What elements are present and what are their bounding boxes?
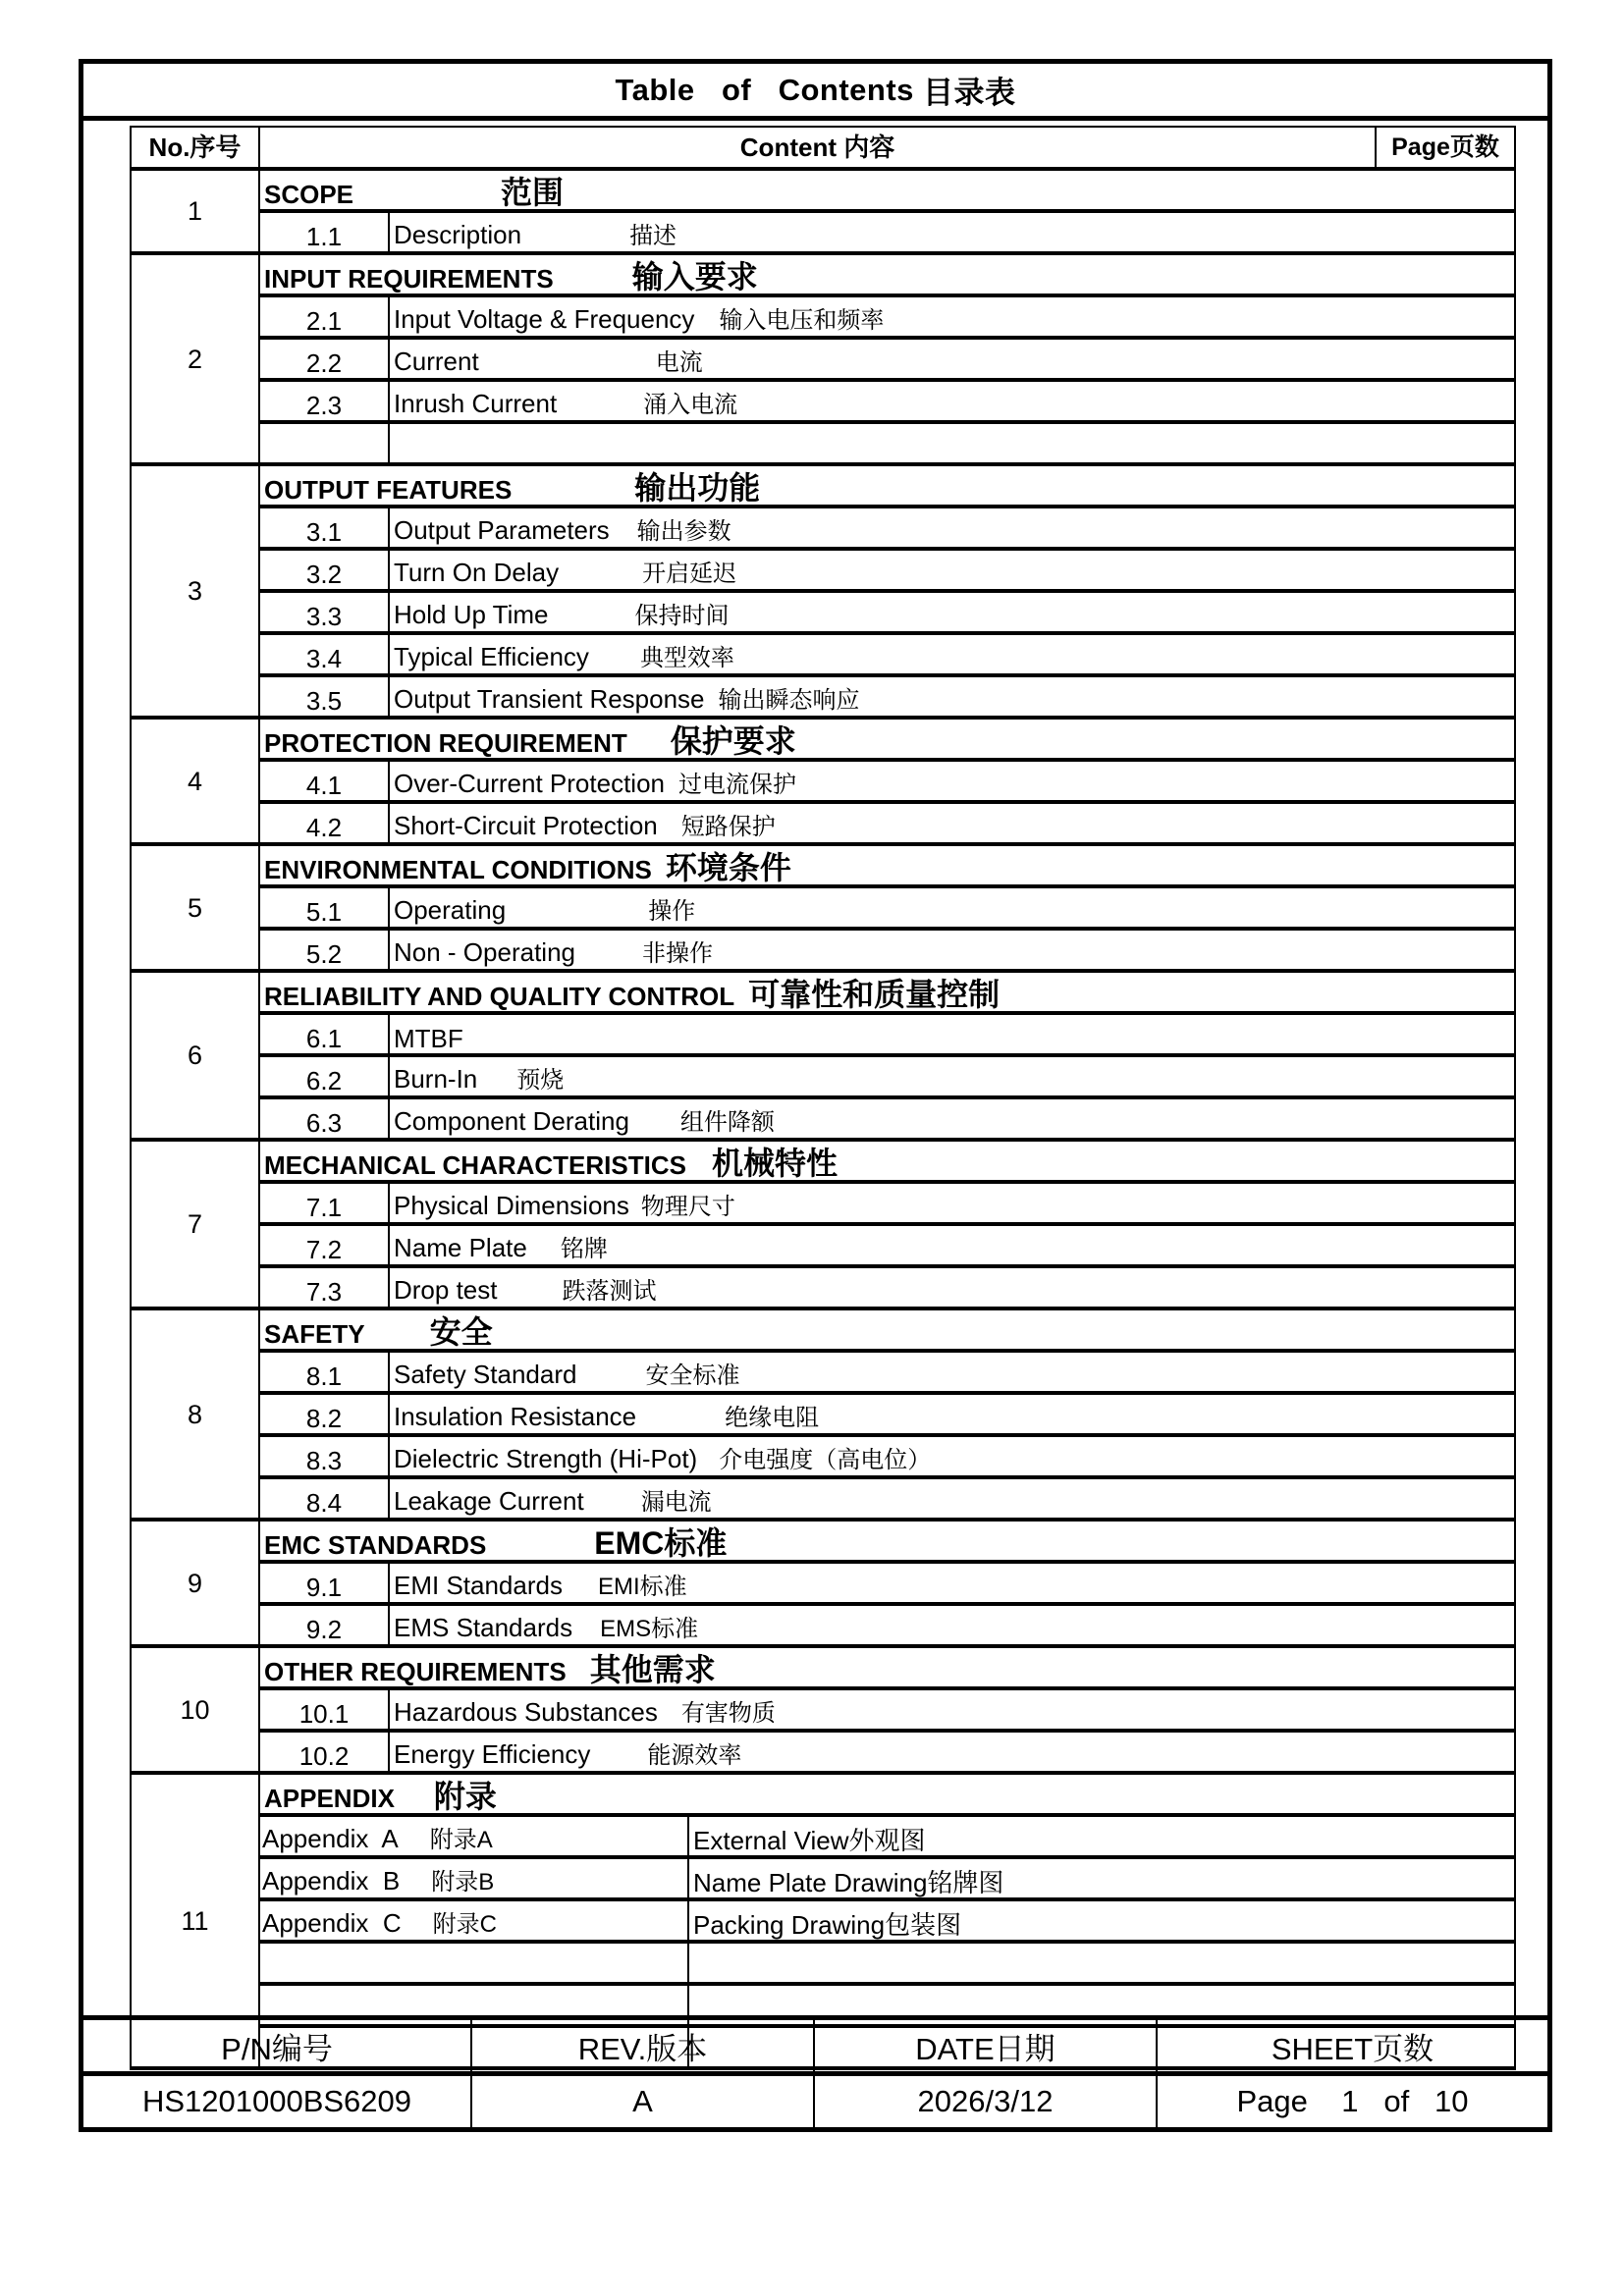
item-title-en: Description bbox=[394, 220, 522, 249]
item-number: 6.2 bbox=[259, 1055, 389, 1097]
item-title-en: Output Transient Response bbox=[394, 684, 705, 714]
section-title-en: PROTECTION REQUIREMENT bbox=[264, 728, 627, 758]
item-title-cn: 典型效率 bbox=[639, 645, 734, 671]
appendix-description: External View外观图 bbox=[688, 1815, 1515, 1857]
toc-item-row bbox=[131, 760, 1515, 802]
item-number: 3.1 bbox=[259, 507, 389, 549]
section-title-en: SAFETY bbox=[264, 1319, 365, 1349]
header-no: No.序号 bbox=[131, 127, 259, 169]
appendix-label bbox=[259, 1942, 688, 1984]
item-number: 10.1 bbox=[259, 1688, 389, 1731]
title-cn: 目录表 bbox=[923, 76, 1016, 110]
item-description bbox=[389, 1055, 1515, 1097]
item-description bbox=[389, 1266, 1515, 1308]
toc-item-row bbox=[131, 1266, 1515, 1308]
section-row bbox=[131, 718, 1515, 760]
toc-table bbox=[130, 126, 1516, 2070]
appendix-item-row bbox=[131, 1857, 1515, 1899]
toc-item-row bbox=[131, 1688, 1515, 1731]
section-title bbox=[259, 169, 1515, 211]
item-description bbox=[389, 1435, 1515, 1477]
section-title-en: EMC STANDARDS bbox=[264, 1530, 487, 1560]
item-title-cn: 开启延迟 bbox=[642, 561, 737, 587]
toc-item-row bbox=[131, 295, 1515, 338]
pn-value: HS1201000BS6209 bbox=[83, 2074, 471, 2128]
toc-item-row bbox=[131, 1604, 1515, 1646]
item-title-en: Safety Standard bbox=[394, 1360, 577, 1389]
item-title-cn: 能源效率 bbox=[647, 1742, 742, 1769]
item-title-en: Physical Dimensions bbox=[394, 1191, 629, 1220]
item-number: 3.5 bbox=[259, 675, 389, 718]
item-title-cn: 过电流保护 bbox=[677, 772, 796, 798]
item-title-cn: 电流 bbox=[655, 349, 703, 376]
section-title-cn: 输入要求 bbox=[631, 259, 758, 294]
item-title-en: Turn On Delay bbox=[394, 558, 560, 587]
section-number: 9 bbox=[131, 1520, 259, 1646]
section-title-cn: 安全 bbox=[429, 1314, 493, 1350]
item-description bbox=[389, 380, 1515, 422]
item-number: 3.4 bbox=[259, 633, 389, 675]
item-number bbox=[259, 422, 389, 464]
toc-header-row bbox=[131, 127, 1515, 169]
section-title-cn: 其他需求 bbox=[589, 1652, 716, 1687]
appendix-label-en: Appendix A bbox=[262, 1824, 399, 1853]
appendix-item-row bbox=[131, 1942, 1515, 1984]
item-description bbox=[389, 338, 1515, 380]
item-title-cn: 介电强度（高电位） bbox=[719, 1447, 932, 1473]
section-row bbox=[131, 844, 1515, 886]
item-title-en: Component Derating bbox=[394, 1106, 629, 1136]
item-description bbox=[389, 1477, 1515, 1520]
item-description bbox=[389, 549, 1515, 591]
section-title-cn: 范围 bbox=[501, 175, 565, 210]
appendix-label bbox=[259, 1857, 688, 1899]
appendix-description bbox=[688, 1942, 1515, 1984]
toc-item-row bbox=[131, 1731, 1515, 1773]
item-number: 3.3 bbox=[259, 591, 389, 633]
section-title-en: INPUT REQUIREMENTS bbox=[264, 264, 554, 294]
item-number: 10.2 bbox=[259, 1731, 389, 1773]
item-title-cn: 漏电流 bbox=[640, 1489, 712, 1516]
section-title-cn: 可靠性和质量控制 bbox=[748, 977, 1001, 1012]
item-description bbox=[389, 422, 1515, 464]
item-title-cn: 输出瞬态响应 bbox=[718, 687, 860, 714]
section-title-cn: EMC标准 bbox=[594, 1525, 728, 1561]
appendix-label bbox=[259, 1899, 688, 1942]
section-number: 4 bbox=[131, 718, 259, 844]
appendix-label-cn: 附录C bbox=[432, 1911, 497, 1938]
item-number: 6.1 bbox=[259, 1013, 389, 1055]
item-title-en: Over-Current Protection bbox=[394, 769, 665, 798]
section-title bbox=[259, 844, 1515, 886]
item-description bbox=[389, 929, 1515, 971]
item-number: 2.3 bbox=[259, 380, 389, 422]
section-number: 2 bbox=[131, 253, 259, 464]
section-row bbox=[131, 253, 1515, 295]
item-title-cn: 输入电压和频率 bbox=[719, 307, 885, 334]
item-title-en: Insulation Resistance bbox=[394, 1402, 637, 1431]
section-row bbox=[131, 464, 1515, 507]
item-title-en: Inrush Current bbox=[394, 389, 558, 418]
item-number: 5.2 bbox=[259, 929, 389, 971]
appendix-description: Packing Drawing包装图 bbox=[688, 1899, 1515, 1942]
rev-value: A bbox=[471, 2074, 814, 2128]
item-title-en: Name Plate bbox=[394, 1233, 527, 1262]
section-title bbox=[259, 253, 1515, 295]
item-title-en: EMS Standards bbox=[394, 1613, 573, 1642]
item-number: 8.4 bbox=[259, 1477, 389, 1520]
appendix-item-row bbox=[131, 1899, 1515, 1942]
appendix-title-cn: 附录 bbox=[433, 1779, 497, 1814]
item-title-cn: 铭牌 bbox=[560, 1236, 608, 1262]
item-description bbox=[389, 1688, 1515, 1731]
toc-item-row bbox=[131, 1393, 1515, 1435]
toc-item-row bbox=[131, 1477, 1515, 1520]
item-description bbox=[389, 211, 1515, 253]
item-title-cn: 保持时间 bbox=[634, 603, 730, 629]
item-number: 7.1 bbox=[259, 1182, 389, 1224]
item-title-en: Dielectric Strength (Hi-Pot) bbox=[394, 1444, 698, 1473]
item-number: 9.1 bbox=[259, 1562, 389, 1604]
appendix-label-cn: 附录A bbox=[429, 1827, 493, 1853]
toc-item-row bbox=[131, 1224, 1515, 1266]
item-description bbox=[389, 1731, 1515, 1773]
item-description bbox=[389, 1097, 1515, 1140]
section-title-cn: 环境条件 bbox=[665, 850, 791, 885]
item-description bbox=[389, 1182, 1515, 1224]
item-title-en: Hold Up Time bbox=[394, 600, 549, 629]
item-number: 2.1 bbox=[259, 295, 389, 338]
date-label: DATE日期 bbox=[814, 2018, 1157, 2074]
toc-item-row bbox=[131, 1013, 1515, 1055]
toc-item-row bbox=[131, 929, 1515, 971]
item-title-en: Output Parameters bbox=[394, 515, 610, 545]
item-title-en: Drop test bbox=[394, 1275, 498, 1305]
section-title-en: ENVIRONMENTAL CONDITIONS bbox=[264, 855, 652, 884]
item-number: 9.2 bbox=[259, 1604, 389, 1646]
section-title-cn: 保护要求 bbox=[670, 723, 796, 759]
section-title bbox=[259, 1773, 1515, 1815]
item-number: 7.3 bbox=[259, 1266, 389, 1308]
item-description bbox=[389, 802, 1515, 844]
item-number: 6.3 bbox=[259, 1097, 389, 1140]
item-title-cn: 操作 bbox=[648, 898, 696, 925]
item-description bbox=[389, 507, 1515, 549]
appendix-label bbox=[259, 1815, 688, 1857]
toc-item-row bbox=[131, 1097, 1515, 1140]
section-title bbox=[259, 1140, 1515, 1182]
appendix-title-en: APPENDIX bbox=[264, 1784, 395, 1813]
section-title-en: OUTPUT FEATURES bbox=[264, 475, 513, 505]
header-content: Content 内容 bbox=[259, 127, 1376, 169]
section-number: 11 bbox=[131, 1773, 259, 2068]
item-title-en: Energy Efficiency bbox=[394, 1739, 591, 1769]
toc-item-row bbox=[131, 211, 1515, 253]
item-title-cn: EMI标准 bbox=[597, 1574, 687, 1600]
section-title bbox=[259, 718, 1515, 760]
section-title-en: MECHANICAL CHARACTERISTICS bbox=[264, 1150, 686, 1180]
section-number: 5 bbox=[131, 844, 259, 971]
document-frame bbox=[79, 59, 1552, 2132]
item-description bbox=[389, 1224, 1515, 1266]
title-block bbox=[83, 2015, 1547, 2127]
item-number: 3.2 bbox=[259, 549, 389, 591]
item-title-en: Operating bbox=[394, 895, 507, 925]
toc-item-row bbox=[131, 591, 1515, 633]
section-title bbox=[259, 1308, 1515, 1351]
item-title-cn: 描述 bbox=[629, 223, 677, 249]
title-block-values bbox=[83, 2074, 1547, 2128]
item-description bbox=[389, 295, 1515, 338]
item-title-en: MTBF bbox=[394, 1024, 463, 1053]
item-title-cn: 非操作 bbox=[641, 940, 713, 967]
section-number: 1 bbox=[131, 169, 259, 253]
toc-item-row bbox=[131, 633, 1515, 675]
section-title bbox=[259, 1646, 1515, 1688]
item-number: 8.3 bbox=[259, 1435, 389, 1477]
section-number: 7 bbox=[131, 1140, 259, 1308]
section-row bbox=[131, 1308, 1515, 1351]
section-title-en: RELIABILITY AND QUALITY CONTROL bbox=[264, 982, 735, 1011]
item-description bbox=[389, 760, 1515, 802]
page-title bbox=[83, 64, 1547, 121]
item-title-cn: 跌落测试 bbox=[562, 1278, 657, 1305]
section-title bbox=[259, 1520, 1515, 1562]
toc-item-row bbox=[131, 1435, 1515, 1477]
item-title-en: Current bbox=[394, 347, 479, 376]
appendix-row bbox=[131, 1773, 1515, 1815]
item-description bbox=[389, 1562, 1515, 1604]
date-value: 2026/3/12 bbox=[814, 2074, 1157, 2128]
title-block-labels bbox=[83, 2018, 1547, 2074]
item-number: 8.1 bbox=[259, 1351, 389, 1393]
section-number: 10 bbox=[131, 1646, 259, 1773]
sheet-value: Page 1 of 10 bbox=[1157, 2074, 1547, 2128]
item-title-cn: 短路保护 bbox=[680, 814, 776, 840]
toc-item-row bbox=[131, 675, 1515, 718]
item-title-cn: 组件降额 bbox=[679, 1109, 775, 1136]
item-title-en: Short-Circuit Protection bbox=[394, 811, 658, 840]
section-number: 3 bbox=[131, 464, 259, 718]
pn-label: P/N编号 bbox=[83, 2018, 471, 2074]
rev-label: REV.版本 bbox=[471, 2018, 814, 2074]
section-title bbox=[259, 464, 1515, 507]
item-title-en: Hazardous Substances bbox=[394, 1697, 658, 1727]
toc-item-row bbox=[131, 1182, 1515, 1224]
item-title-en: EMI Standards bbox=[394, 1571, 563, 1600]
section-number: 6 bbox=[131, 971, 259, 1140]
section-title-cn: 输出功能 bbox=[634, 470, 761, 506]
section-title bbox=[259, 971, 1515, 1013]
item-number: 8.2 bbox=[259, 1393, 389, 1435]
item-title-cn: EMS标准 bbox=[600, 1616, 699, 1642]
item-title-en: Non - Operating bbox=[394, 937, 575, 967]
item-description bbox=[389, 591, 1515, 633]
toc-item-row bbox=[131, 1351, 1515, 1393]
section-row bbox=[131, 1646, 1515, 1688]
section-row bbox=[131, 1140, 1515, 1182]
section-number: 8 bbox=[131, 1308, 259, 1520]
item-number: 5.1 bbox=[259, 886, 389, 929]
appendix-item-row bbox=[131, 1815, 1515, 1857]
appendix-label-en: Appendix B bbox=[262, 1866, 401, 1896]
item-description bbox=[389, 1393, 1515, 1435]
item-title-en: Input Voltage & Frequency bbox=[394, 304, 695, 334]
toc-item-row bbox=[131, 422, 1515, 464]
item-title-cn: 物理尺寸 bbox=[640, 1194, 735, 1220]
toc-item-row bbox=[131, 549, 1515, 591]
sheet-label: SHEET页数 bbox=[1157, 2018, 1547, 2074]
item-title-en: Burn-In bbox=[394, 1064, 478, 1094]
item-number: 4.2 bbox=[259, 802, 389, 844]
item-description bbox=[389, 675, 1515, 718]
item-title-cn: 输出参数 bbox=[636, 518, 731, 545]
item-title-cn: 安全标准 bbox=[645, 1362, 740, 1389]
section-title-en: SCOPE bbox=[264, 180, 354, 209]
toc-item-row bbox=[131, 1562, 1515, 1604]
toc-item-row bbox=[131, 507, 1515, 549]
item-title-cn: 涌入电流 bbox=[643, 392, 738, 418]
section-title-en: OTHER REQUIREMENTS bbox=[264, 1657, 567, 1686]
section-row bbox=[131, 169, 1515, 211]
appendix-label-en: Appendix C bbox=[262, 1908, 402, 1938]
item-title-cn: 预烧 bbox=[516, 1067, 565, 1094]
section-row bbox=[131, 1520, 1515, 1562]
item-number: 1.1 bbox=[259, 211, 389, 253]
toc-item-row bbox=[131, 886, 1515, 929]
appendix-description: Name Plate Drawing铭牌图 bbox=[688, 1857, 1515, 1899]
toc-item-row bbox=[131, 1055, 1515, 1097]
item-title-cn: 绝缘电阻 bbox=[725, 1405, 820, 1431]
toc-item-row bbox=[131, 380, 1515, 422]
appendix-label-cn: 附录B bbox=[431, 1869, 495, 1896]
item-title-en: Typical Efficiency bbox=[394, 642, 589, 671]
section-title-cn: 机械特性 bbox=[711, 1146, 838, 1181]
item-number: 4.1 bbox=[259, 760, 389, 802]
title-en: Table of Contents bbox=[615, 72, 914, 107]
item-number: 2.2 bbox=[259, 338, 389, 380]
item-title-cn: 有害物质 bbox=[680, 1700, 776, 1727]
item-description bbox=[389, 1351, 1515, 1393]
item-description bbox=[389, 1604, 1515, 1646]
toc-item-row bbox=[131, 338, 1515, 380]
header-page: Page页数 bbox=[1376, 127, 1515, 169]
item-description bbox=[389, 633, 1515, 675]
item-title-en: Leakage Current bbox=[394, 1486, 584, 1516]
item-number: 7.2 bbox=[259, 1224, 389, 1266]
section-row bbox=[131, 971, 1515, 1013]
item-description bbox=[389, 886, 1515, 929]
toc-item-row bbox=[131, 802, 1515, 844]
item-description bbox=[389, 1013, 1515, 1055]
